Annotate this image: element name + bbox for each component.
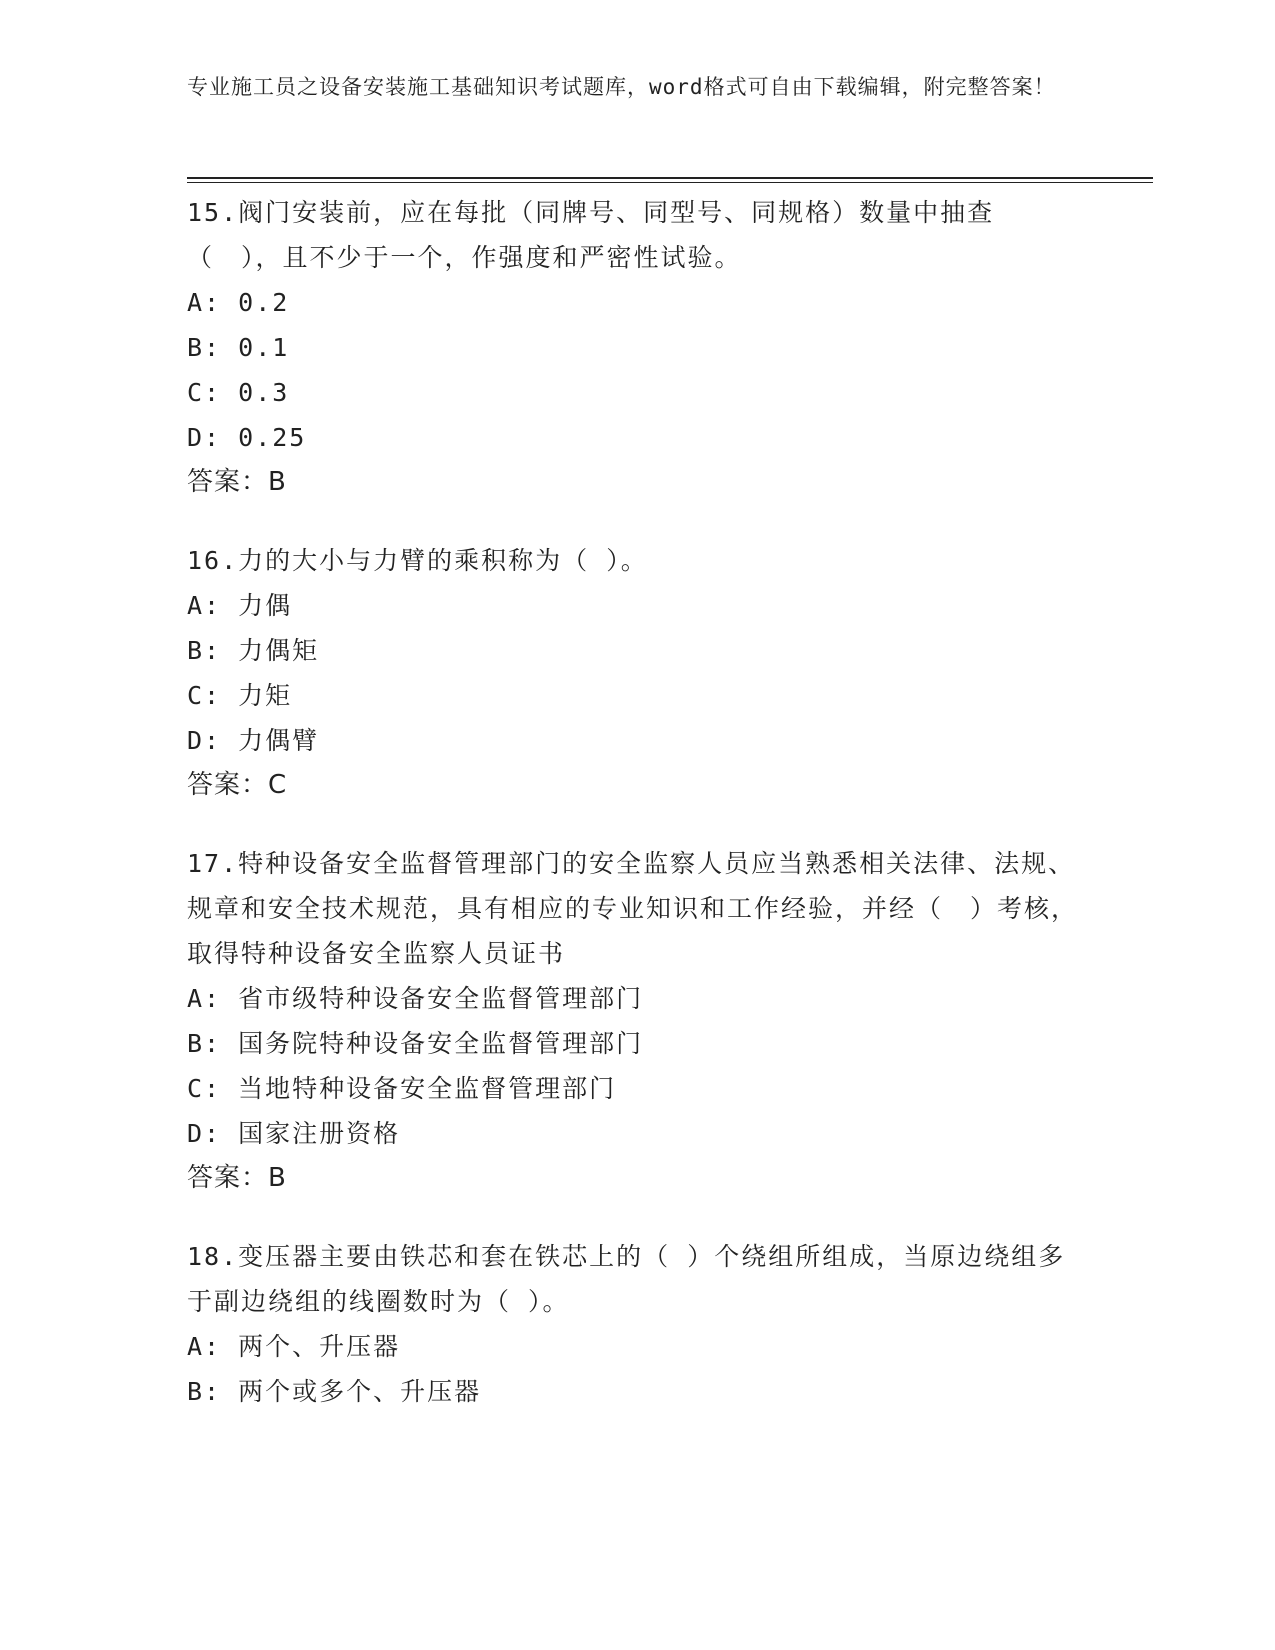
option-d: D: 国家注册资格 [187,1119,401,1148]
answer-label: 答案： [187,1163,269,1193]
question-18 [187,1234,1087,1414]
option-a: A: 0.2 [187,288,290,317]
option-c: C: 0.3 [187,378,290,407]
option-c: C: 当地特种设备安全监督管理部门 [187,1074,617,1103]
question-17 [187,841,1087,1200]
answer-value: C [268,770,288,800]
option-a: A: 两个、升压器 [187,1332,401,1361]
answer-value: B [268,467,287,497]
option-b: B: 0.1 [187,333,290,362]
question-stem: 18.变压器主要由铁芯和套在铁芯上的（ ）个绕组所组成，当原边绕组多于副边绕组的线圈数时为（ ）。 [187,1242,1066,1316]
question-stem: 17.特种设备安全监督管理部门的安全监察人员应当熟悉相关法律、法规、规章和安全技术规范，具有相应的专业知识和工作经验，并经（ ）考核，取得特种设备安全监察人员证书 [187,849,1079,968]
answer-label: 答案： [187,467,269,497]
question-16 [187,538,1087,807]
option-b: B: 力偶矩 [187,636,320,665]
option-d: D: 0.25 [187,423,307,452]
question-stem: 15.阀门安装前，应在每批（同牌号、同型号、同规格）数量中抽查（ ），且不少于一个，作强度和严密性试验。 [187,198,995,272]
option-d: D: 力偶臂 [187,726,320,755]
answer-value: B [268,1163,287,1193]
answer-label: 答案： [187,770,269,800]
question-list [187,190,1087,1448]
header-divider-thin [187,182,1153,183]
option-c: C: 力矩 [187,681,293,710]
option-b: B: 国务院特种设备安全监督管理部门 [187,1029,644,1058]
header-divider-thick [187,177,1153,179]
answer-line [187,460,1087,504]
question-stem: 16.力的大小与力臂的乘积称为（ ）。 [187,546,648,575]
question-15 [187,190,1087,504]
answer-line [187,763,1087,807]
option-a: A: 省市级特种设备安全监督管理部门 [187,984,644,1013]
answer-line [187,1156,1087,1200]
option-a: A: 力偶 [187,591,293,620]
option-b: B: 两个或多个、升压器 [187,1377,482,1406]
document-header: 专业施工员之设备安装施工基础知识考试题库，word格式可自由下载编辑，附完整答案！ [187,75,1056,99]
